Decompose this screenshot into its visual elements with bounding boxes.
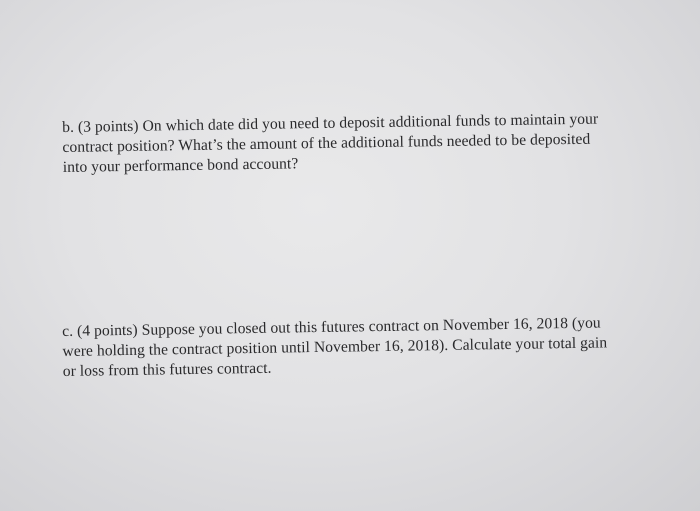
question-c xyxy=(62,313,663,382)
question-c-line-1: c. (4 points) Suppose you closed out this futures contract on November 16, 2018 (you xyxy=(62,314,601,340)
question-b-line-2: contract position? What’s the amount of the additional funds needed to be deposited xyxy=(62,130,591,156)
question-c-line-3: or loss from this futures contract. xyxy=(62,359,272,380)
question-b-line-3: into your performance bond account? xyxy=(62,155,299,176)
question-c-line-2: were holding the contract position until November 16, 2018). Calculate your total gain xyxy=(62,334,608,360)
question-b xyxy=(62,109,663,178)
question-b-line-1: b. (3 points) On which date did you need to deposit additional funds to maintain your xyxy=(62,110,599,136)
